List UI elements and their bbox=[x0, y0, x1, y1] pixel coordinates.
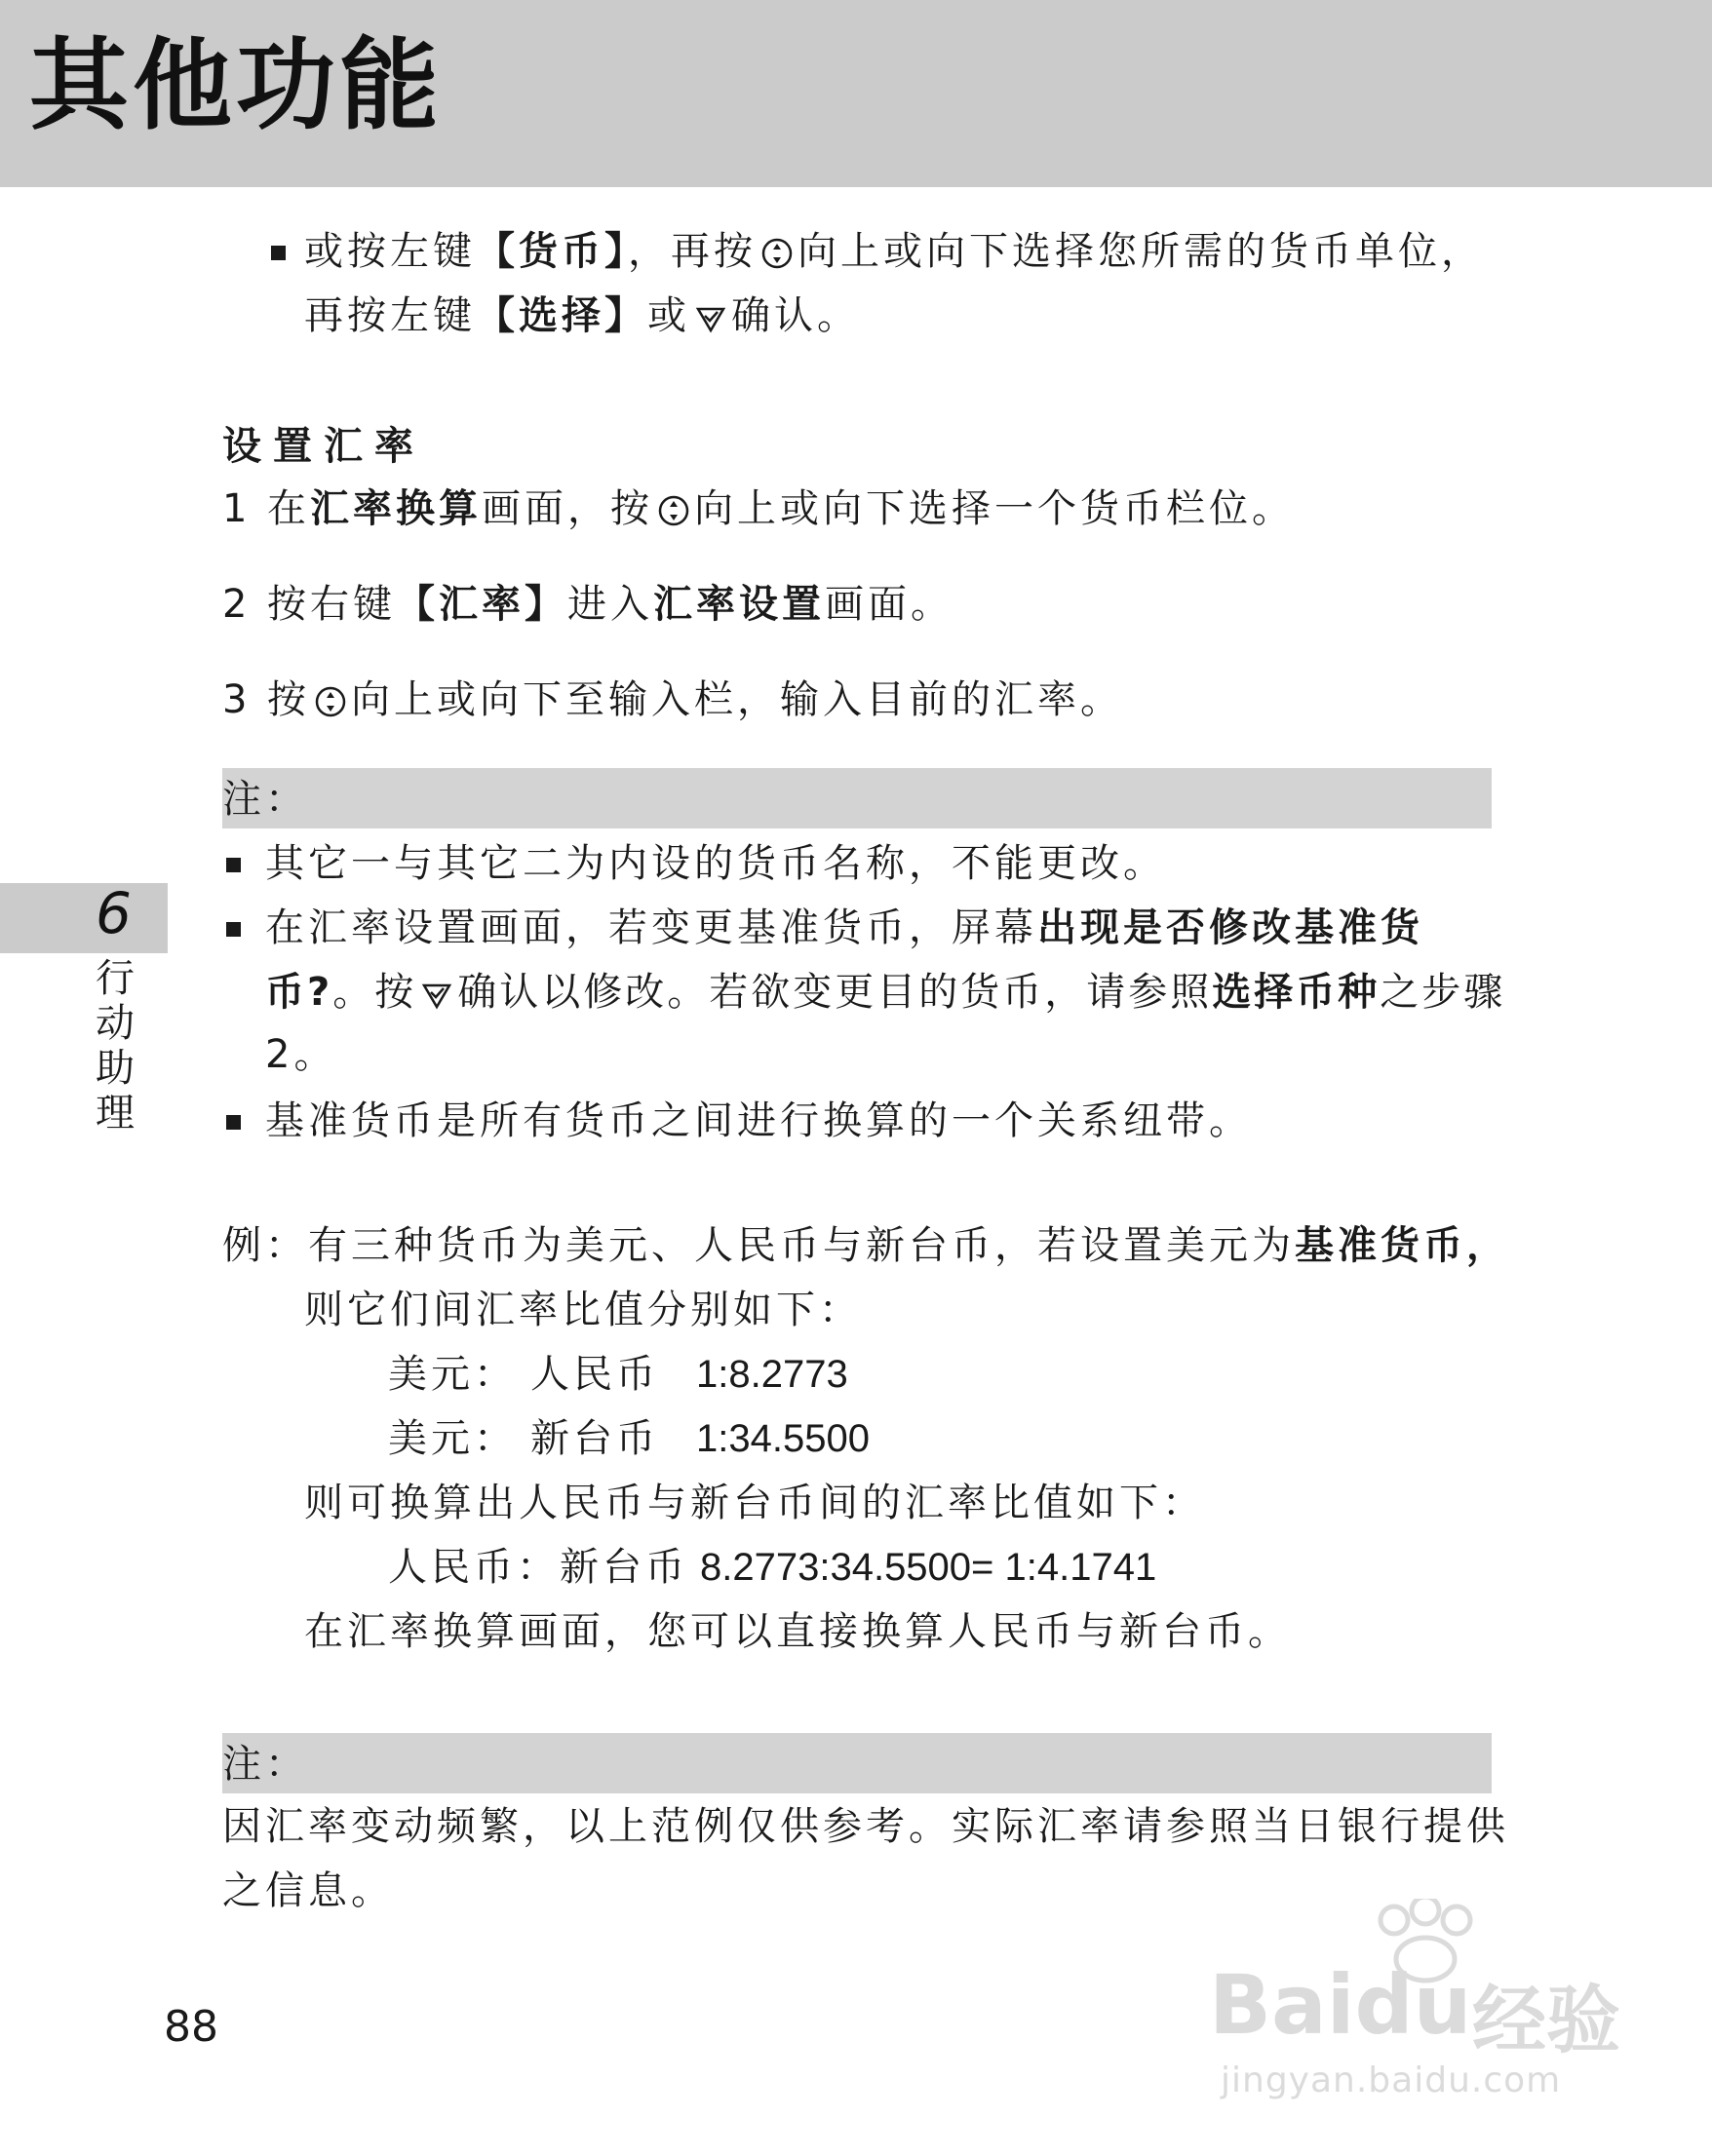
intro-line-1 bbox=[304, 229, 1484, 277]
text: 之步骤 bbox=[1380, 970, 1506, 1015]
term: 基准货币， bbox=[1295, 1223, 1509, 1268]
step-number: 1 bbox=[222, 486, 252, 531]
text: 再按左键 bbox=[304, 293, 476, 338]
note-bullet-2-line-1 bbox=[265, 905, 1423, 950]
ok-key-icon bbox=[694, 301, 727, 341]
step-number: 3 bbox=[222, 677, 252, 722]
note-2-line-1: 因汇率变动频繁，以上范例仅供参考。实际汇率请参照当日银行提供 bbox=[222, 1804, 1509, 1849]
note-label: 注： bbox=[222, 1742, 308, 1787]
screen-name: 汇率换算 bbox=[310, 486, 482, 531]
text: 例：有三种货币为美元、人民币与新台币，若设置美元为 bbox=[222, 1223, 1295, 1268]
step-number: 2 bbox=[222, 582, 252, 627]
prompt-text: 币? bbox=[265, 970, 333, 1015]
currency-from: 美元： bbox=[388, 1352, 517, 1397]
currency-pair: 人民币：新台币 bbox=[388, 1545, 688, 1590]
section-heading: 设置汇率 bbox=[222, 424, 425, 469]
note-bullet-2-line-3: 2。 bbox=[265, 1032, 337, 1077]
note-band bbox=[222, 768, 1492, 828]
nav-key-icon bbox=[760, 237, 794, 277]
note-2-line-2: 之信息。 bbox=[222, 1868, 394, 1913]
watermark-cn: 经验 bbox=[1472, 1977, 1620, 2063]
currency-to: 人民币 bbox=[530, 1352, 659, 1397]
example-line-2: 则它们间汇率比值分别如下： bbox=[304, 1288, 862, 1332]
text: 或 bbox=[647, 293, 690, 338]
page-title: 其他功能 bbox=[29, 28, 443, 144]
chapter-title-char: 理 bbox=[96, 1091, 135, 1136]
rate-value: 8.2773:34.5500= 1:4.1741 bbox=[700, 1546, 1157, 1589]
prompt-text: 出现是否修改基准货 bbox=[1037, 905, 1423, 950]
step-2 bbox=[222, 582, 953, 627]
text: 向上或向下至输入栏，输入目前的汇率。 bbox=[351, 677, 1123, 722]
note-bullet-2-line-2 bbox=[265, 970, 1506, 1018]
watermark-url: jingyan.baidu.com bbox=[1221, 2060, 1562, 2100]
text: 向上或向下选择您所需的货币单位， bbox=[798, 229, 1484, 274]
rate-row-1 bbox=[388, 1352, 848, 1397]
text: 确认。 bbox=[731, 293, 860, 338]
chapter-tab bbox=[0, 880, 168, 953]
text: 画面，按 bbox=[482, 486, 653, 531]
chapter-title-char: 助 bbox=[96, 1046, 135, 1091]
reference-name: 选择币种 bbox=[1212, 970, 1381, 1015]
nav-key-icon bbox=[314, 685, 347, 725]
text: 或按左键 bbox=[304, 229, 476, 274]
note-label: 注： bbox=[222, 777, 308, 822]
text: 。按 bbox=[332, 970, 417, 1015]
step-1 bbox=[222, 486, 1295, 534]
text: 在汇率设置画面，若变更基准货币，屏幕 bbox=[265, 905, 1037, 950]
text: 按 bbox=[267, 677, 310, 722]
text: 画面。 bbox=[825, 582, 953, 627]
bullet-marker bbox=[271, 246, 286, 260]
rate-value: 1:8.2773 bbox=[696, 1353, 848, 1396]
example-line-1 bbox=[222, 1223, 1509, 1268]
watermark-brand: Baidu bbox=[1209, 1957, 1472, 2053]
page-number: 88 bbox=[164, 2002, 218, 2052]
step-3 bbox=[222, 677, 1123, 725]
text: 向上或向下选择一个货币栏位。 bbox=[694, 486, 1295, 531]
currency-from: 美元： bbox=[388, 1416, 517, 1461]
ok-key-icon bbox=[420, 978, 453, 1018]
bullet-marker bbox=[226, 858, 241, 872]
rate-row-3 bbox=[388, 1545, 1157, 1590]
note-band bbox=[222, 1733, 1492, 1793]
rate-value: 1:34.5500 bbox=[696, 1417, 870, 1460]
key-label-rate: 【汇率】 bbox=[396, 582, 567, 627]
text: ，再按 bbox=[628, 229, 757, 274]
bullet-marker bbox=[226, 1115, 241, 1130]
example-line-7: 在汇率换算画面，您可以直接换算人民币与新台币。 bbox=[304, 1609, 1291, 1654]
text: 进入 bbox=[567, 582, 653, 627]
text: 在 bbox=[267, 486, 310, 531]
chapter-number: 6 bbox=[96, 880, 132, 946]
example-line-5: 则可换算出人民币与新台币间的汇率比值如下： bbox=[304, 1481, 1205, 1525]
text: 按右键 bbox=[267, 582, 396, 627]
note-bullet-1: 其它一与其它二为内设的货币名称，不能更改。 bbox=[265, 841, 1166, 886]
note-bullet-3: 基准货币是所有货币之间进行换算的一个关系纽带。 bbox=[265, 1098, 1252, 1143]
key-label-select: 【选择】 bbox=[476, 293, 647, 338]
key-label-currency: 【货币】 bbox=[476, 229, 628, 274]
chapter-title-char: 行 bbox=[96, 956, 135, 1001]
intro-line-2 bbox=[304, 293, 860, 341]
bullet-marker bbox=[226, 922, 241, 937]
chapter-title-char: 动 bbox=[96, 1001, 135, 1046]
screen-name: 汇率设置 bbox=[653, 582, 825, 627]
currency-to: 新台币 bbox=[530, 1416, 659, 1461]
nav-key-icon bbox=[657, 494, 690, 534]
rate-row-2 bbox=[388, 1416, 870, 1461]
text: 确认以修改。若欲变更目的货币，请参照 bbox=[457, 970, 1213, 1015]
